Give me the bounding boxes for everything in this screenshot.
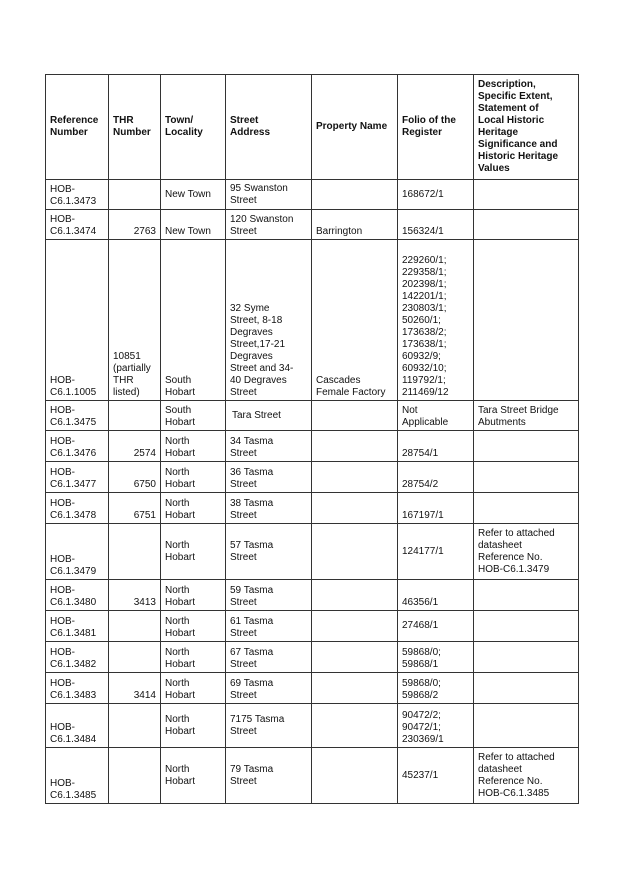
table-row <box>46 462 579 493</box>
header-description: Description, Specific Extent, Statement of Local Historic Heritage Significance and Historic Heritage Values <box>474 75 579 180</box>
cell-folio: 124177/1 <box>398 524 474 580</box>
cell-reference: HOB- C6.1.3474 <box>46 210 109 240</box>
cell-folio: 28754/1 <box>398 431 474 462</box>
cell-description <box>474 462 579 493</box>
cell-description <box>474 642 579 673</box>
cell-reference: HOB- C6.1.1005 <box>46 240 109 401</box>
cell-folio: 46356/1 <box>398 580 474 611</box>
header-town-locality: Town/ Locality <box>161 75 226 180</box>
cell-street: 36 Tasma Street <box>226 462 312 493</box>
cell-property <box>312 748 398 804</box>
cell-description: Refer to attached datasheet Reference No. HOB-C6.1.3485 <box>474 748 579 804</box>
cell-property: Cascades Female Factory <box>312 240 398 401</box>
heritage-register-table <box>45 74 579 804</box>
table-row <box>46 240 579 401</box>
cell-thr <box>109 180 161 210</box>
cell-property <box>312 642 398 673</box>
table-row <box>46 180 579 210</box>
cell-reference: HOB- C6.1.3480 <box>46 580 109 611</box>
cell-reference: HOB- C6.1.3485 <box>46 748 109 804</box>
cell-description <box>474 493 579 524</box>
cell-description <box>474 673 579 704</box>
cell-description <box>474 431 579 462</box>
cell-property <box>312 462 398 493</box>
cell-street: 32 Syme Street, 8-18 Degraves Street,17-21 Degraves Street and 34- 40 Degraves Street <box>226 240 312 401</box>
cell-property <box>312 180 398 210</box>
cell-folio: 59868/0; 59868/1 <box>398 642 474 673</box>
table-row <box>46 580 579 611</box>
cell-reference: HOB- C6.1.3482 <box>46 642 109 673</box>
cell-description <box>474 704 579 748</box>
table-row <box>46 611 579 642</box>
cell-reference: HOB- C6.1.3475 <box>46 401 109 431</box>
cell-description: Refer to attached datasheet Reference No. HOB-C6.1.3479 <box>474 524 579 580</box>
cell-folio: 27468/1 <box>398 611 474 642</box>
cell-property <box>312 524 398 580</box>
cell-folio: 28754/2 <box>398 462 474 493</box>
table-row <box>46 524 579 580</box>
cell-town: North Hobart <box>161 611 226 642</box>
cell-town: North Hobart <box>161 673 226 704</box>
cell-folio: 45237/1 <box>398 748 474 804</box>
cell-town: North Hobart <box>161 642 226 673</box>
cell-description: Tara Street Bridge Abutments <box>474 401 579 431</box>
cell-property <box>312 493 398 524</box>
cell-thr: 2763 <box>109 210 161 240</box>
cell-town: New Town <box>161 180 226 210</box>
cell-property: Barrington <box>312 210 398 240</box>
cell-thr: 2574 <box>109 431 161 462</box>
cell-property <box>312 611 398 642</box>
cell-property <box>312 673 398 704</box>
header-reference-number: Reference Number <box>46 75 109 180</box>
cell-reference: HOB- C6.1.3483 <box>46 673 109 704</box>
cell-thr <box>109 611 161 642</box>
cell-street: 34 Tasma Street <box>226 431 312 462</box>
cell-thr <box>109 704 161 748</box>
header-property-name: Property Name <box>312 75 398 180</box>
cell-description <box>474 240 579 401</box>
cell-reference: HOB- C6.1.3479 <box>46 524 109 580</box>
cell-street: 79 Tasma Street <box>226 748 312 804</box>
table-header-row <box>46 75 579 180</box>
cell-description <box>474 210 579 240</box>
cell-description <box>474 611 579 642</box>
cell-street: Tara Street <box>226 401 312 431</box>
cell-folio: 90472/2; 90472/1; 230369/1 <box>398 704 474 748</box>
cell-street: 95 Swanston Street <box>226 180 312 210</box>
cell-town: North Hobart <box>161 462 226 493</box>
cell-town: South Hobart <box>161 240 226 401</box>
cell-town: North Hobart <box>161 524 226 580</box>
cell-description <box>474 580 579 611</box>
table-row <box>46 642 579 673</box>
cell-reference: HOB- C6.1.3481 <box>46 611 109 642</box>
header-thr-number: THR Number <box>109 75 161 180</box>
cell-town: North Hobart <box>161 493 226 524</box>
cell-thr <box>109 401 161 431</box>
table-row <box>46 431 579 462</box>
cell-property <box>312 401 398 431</box>
table-row <box>46 673 579 704</box>
cell-town: South Hobart <box>161 401 226 431</box>
cell-street: 57 Tasma Street <box>226 524 312 580</box>
cell-street: 67 Tasma Street <box>226 642 312 673</box>
cell-town: North Hobart <box>161 748 226 804</box>
cell-reference: HOB- C6.1.3478 <box>46 493 109 524</box>
cell-town: North Hobart <box>161 431 226 462</box>
cell-town: North Hobart <box>161 580 226 611</box>
cell-street: 7175 Tasma Street <box>226 704 312 748</box>
cell-folio: 59868/0; 59868/2 <box>398 673 474 704</box>
cell-folio: 167197/1 <box>398 493 474 524</box>
cell-reference: HOB- C6.1.3484 <box>46 704 109 748</box>
cell-property <box>312 431 398 462</box>
cell-town: New Town <box>161 210 226 240</box>
cell-thr: 6751 <box>109 493 161 524</box>
cell-thr <box>109 748 161 804</box>
cell-thr: 10851 (partially THR listed) <box>109 240 161 401</box>
cell-property <box>312 704 398 748</box>
cell-reference: HOB- C6.1.3476 <box>46 431 109 462</box>
cell-thr <box>109 524 161 580</box>
cell-street: 38 Tasma Street <box>226 493 312 524</box>
table-row <box>46 493 579 524</box>
header-street-address: Street Address <box>226 75 312 180</box>
table-row <box>46 210 579 240</box>
cell-description <box>474 180 579 210</box>
cell-street: 69 Tasma Street <box>226 673 312 704</box>
cell-thr: 3414 <box>109 673 161 704</box>
cell-folio: 168672/1 <box>398 180 474 210</box>
cell-folio: Not Applicable <box>398 401 474 431</box>
cell-folio: 229260/1; 229358/1; 202398/1; 142201/1; 230803/1; 50260/1; 173638/2; 173638/1; 60932/9; 60932/10; 119792/1; 211469/12 <box>398 240 474 401</box>
cell-street: 61 Tasma Street <box>226 611 312 642</box>
cell-property <box>312 580 398 611</box>
cell-thr <box>109 642 161 673</box>
cell-town: North Hobart <box>161 704 226 748</box>
table-row <box>46 704 579 748</box>
cell-street: 59 Tasma Street <box>226 580 312 611</box>
cell-street: 120 Swanston Street <box>226 210 312 240</box>
cell-folio: 156324/1 <box>398 210 474 240</box>
table-row <box>46 748 579 804</box>
table-row <box>46 401 579 431</box>
cell-thr: 6750 <box>109 462 161 493</box>
cell-reference: HOB- C6.1.3473 <box>46 180 109 210</box>
header-folio: Folio of the Register <box>398 75 474 180</box>
cell-thr: 3413 <box>109 580 161 611</box>
cell-reference: HOB- C6.1.3477 <box>46 462 109 493</box>
